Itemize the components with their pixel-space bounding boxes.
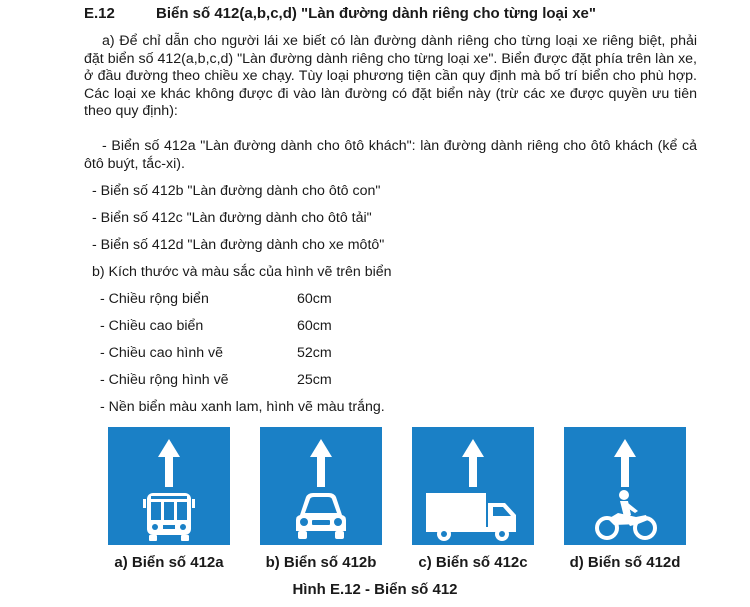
dimension-row xyxy=(100,291,332,309)
paragraph-b: b) Kích thước và màu sắc của hình vẽ trên biển xyxy=(92,264,392,280)
dimension-label: - Chiều cao hình vẽ xyxy=(100,345,224,361)
dimension-value: 52cm xyxy=(297,345,332,361)
sign-412b xyxy=(260,427,382,545)
dimension-label: - Chiều cao biển xyxy=(100,318,204,334)
item-412a: - Biển số 412a "Làn đường dành cho ôtô khách": làn đường dành riêng cho ôtô khách (kể cả ôtô buýt, tắc-xi). xyxy=(84,138,697,172)
bus-icon xyxy=(108,427,230,545)
sign-412a xyxy=(108,427,230,545)
dimension-label: - Chiều rộng hình vẽ xyxy=(100,372,229,388)
sign-caption-412d: d) Biển số 412d xyxy=(569,554,681,571)
item-412c: - Biển số 412c "Làn đường dành cho ôtô tải" xyxy=(92,210,372,226)
item-412d: - Biển số 412d "Làn đường dành cho xe môtô" xyxy=(92,237,385,253)
figure-caption: Hình E.12 - Biển số 412 xyxy=(292,581,458,598)
dimension-row xyxy=(100,372,332,390)
sign-412c xyxy=(412,427,534,545)
item-412b: - Biển số 412b "Làn đường dành cho ôtô con" xyxy=(92,183,381,199)
section-title xyxy=(84,5,596,22)
color-note: - Nền biển màu xanh lam, hình vẽ màu trắng. xyxy=(100,399,385,415)
dimension-label: - Chiều rộng biển xyxy=(100,291,209,307)
section-number: E.12 xyxy=(84,5,115,22)
dimension-value: 60cm xyxy=(297,291,332,307)
dimension-row xyxy=(100,318,332,336)
dimension-row xyxy=(100,345,332,363)
paragraph-a: a) Để chỉ dẫn cho người lái xe biết có làn đường dành riêng cho từng loại xe riêng biệt, phải đặt biển số 412(a,b,c,d) "Làn đường dành riêng cho từng loại xe". Biển được đặt phía trên làn xe, ở đầu đường theo chiều xe chạy. Tùy loại phương tiện cần quy định mà bố trí biển cho phù hợp. Các loại xe khác không được đi vào làn đường có đặt biển này (trừ các xe được quyền ưu tiên theo quy định): xyxy=(84,33,697,119)
section-heading: Biển số 412(a,b,c,d) "Làn đường dành riêng cho từng loại xe" xyxy=(156,5,596,22)
car-icon xyxy=(260,427,382,545)
truck-icon xyxy=(412,427,534,545)
motorcycle-icon xyxy=(564,427,686,545)
sign-caption-412b: b) Biển số 412b xyxy=(265,554,377,571)
sign-caption-412a: a) Biển số 412a xyxy=(114,554,224,571)
sign-caption-412c: c) Biển số 412c xyxy=(418,554,528,571)
sign-412d xyxy=(564,427,686,545)
dimension-value: 25cm xyxy=(297,372,332,388)
dimension-value: 60cm xyxy=(297,318,332,334)
